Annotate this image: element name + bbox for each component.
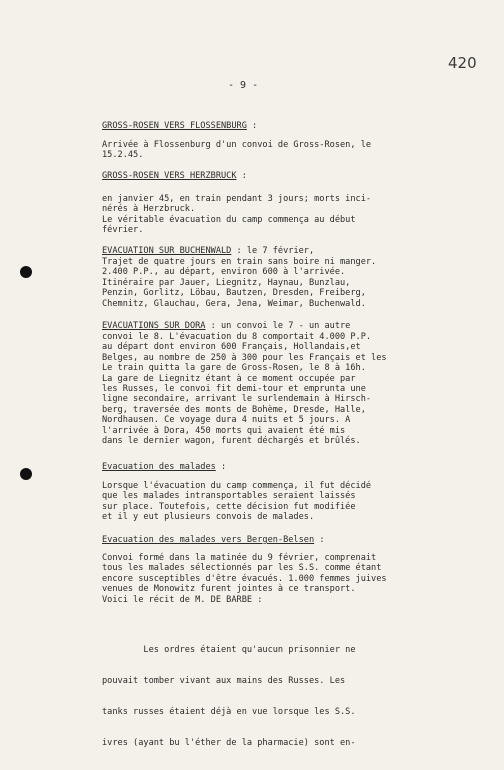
punch-hole <box>20 468 32 480</box>
paragraph-dora: convoi le 8. L'évacuation du 8 comportait 4.000 P.P. au départ dont environ 600 Français, Hollandais,et Belges, au nombre de 250 à 300 pour les Français et les Le train quitta la gare de Gross-Rosen, le 8 à 16h. La gare de Liegnitz étant à ce moment occupée par les Russes, le convoi fit demi-tour et emprunta une ligne secondaire, arrivant le surlendemain à Hirsch- berg, traversée des monts de Bohème, Dresde, Halle, Nordhausen. Ce voyage dura 4 nuits et 5 jours. A l'arrivée à Dora, 450 morts qui avaient été mis dans le dernier wagon, furent déchargés et brûlés. <box>102 332 387 446</box>
section-heading-flossenburg: GROSS-ROSEN VERS FLOSSENBURG : <box>102 121 258 131</box>
paragraph-malades: Lorsque l'évacuation du camp commença, il fut décidé que les malades intransportables seraient laissés sur place. Toutefois, cette décision fut modifiée et il y eut plusieurs convois de malades. <box>102 481 372 523</box>
section-heading-malades: Evacuation des malades : <box>102 462 227 472</box>
paragraph-recit: Les ordres étaient qu'aucun prisonnier ne pouvait tomber vivant aux mains des Russes. Les tanks russes étaient déjà en vue lorsque les S.S. ivres (ayant bu l'éther de la pharmacie) sont en- <box>102 644 356 749</box>
folio-number: 420 <box>448 54 477 72</box>
section-heading-buchenwald: EVACUATION SUR BUCHENWALD : le 7 février, <box>102 246 315 256</box>
punch-hole <box>20 266 32 278</box>
paragraph-herzbruck: en janvier 45, en train pendant 3 jours; morts inci- nérés à Herzbruck. Le véritable évacuation du camp commença au début février. <box>102 194 372 236</box>
paragraph-bergen-belsen: Convoi formé dans la matinée du 9 février, comprenait tous les malades sélectionnés par les S.S. comme étant encore susceptibles d'être évacués. 1.000 femmes juives venues de Monowitz furent jointes à ce transport. Voici le récit de M. DE BARBE : <box>102 553 387 605</box>
paragraph-flossenburg: Arrivée à Flossenburg d'un convoi de Gross-Rosen, le 15.2.45. <box>102 140 372 161</box>
section-heading-herzbruck: GROSS-ROSEN VERS HERZBRUCK : <box>102 171 247 181</box>
section-heading-dora: EVACUATIONS SUR DORA : un convoi le 7 - un autre <box>102 321 351 331</box>
page-number: - 9 - <box>228 80 259 91</box>
paragraph-buchenwald: Trajet de quatre jours en train sans boire ni manger. 2.400 P.P., au départ, environ 600 à l'arrivée. Itinéraire par Jauer, Liegnitz, Haynau, Bunzlau, Penzin, Gorlitz, Löbau, Bautzen, Dresden, Freiberg, Chemnitz, Glauchau, Gera, Jena, Weimar, Buchenwald. <box>102 257 377 309</box>
section-heading-bergen-belsen: Evacuation des malades vers Bergen-Belsen : <box>102 535 325 545</box>
